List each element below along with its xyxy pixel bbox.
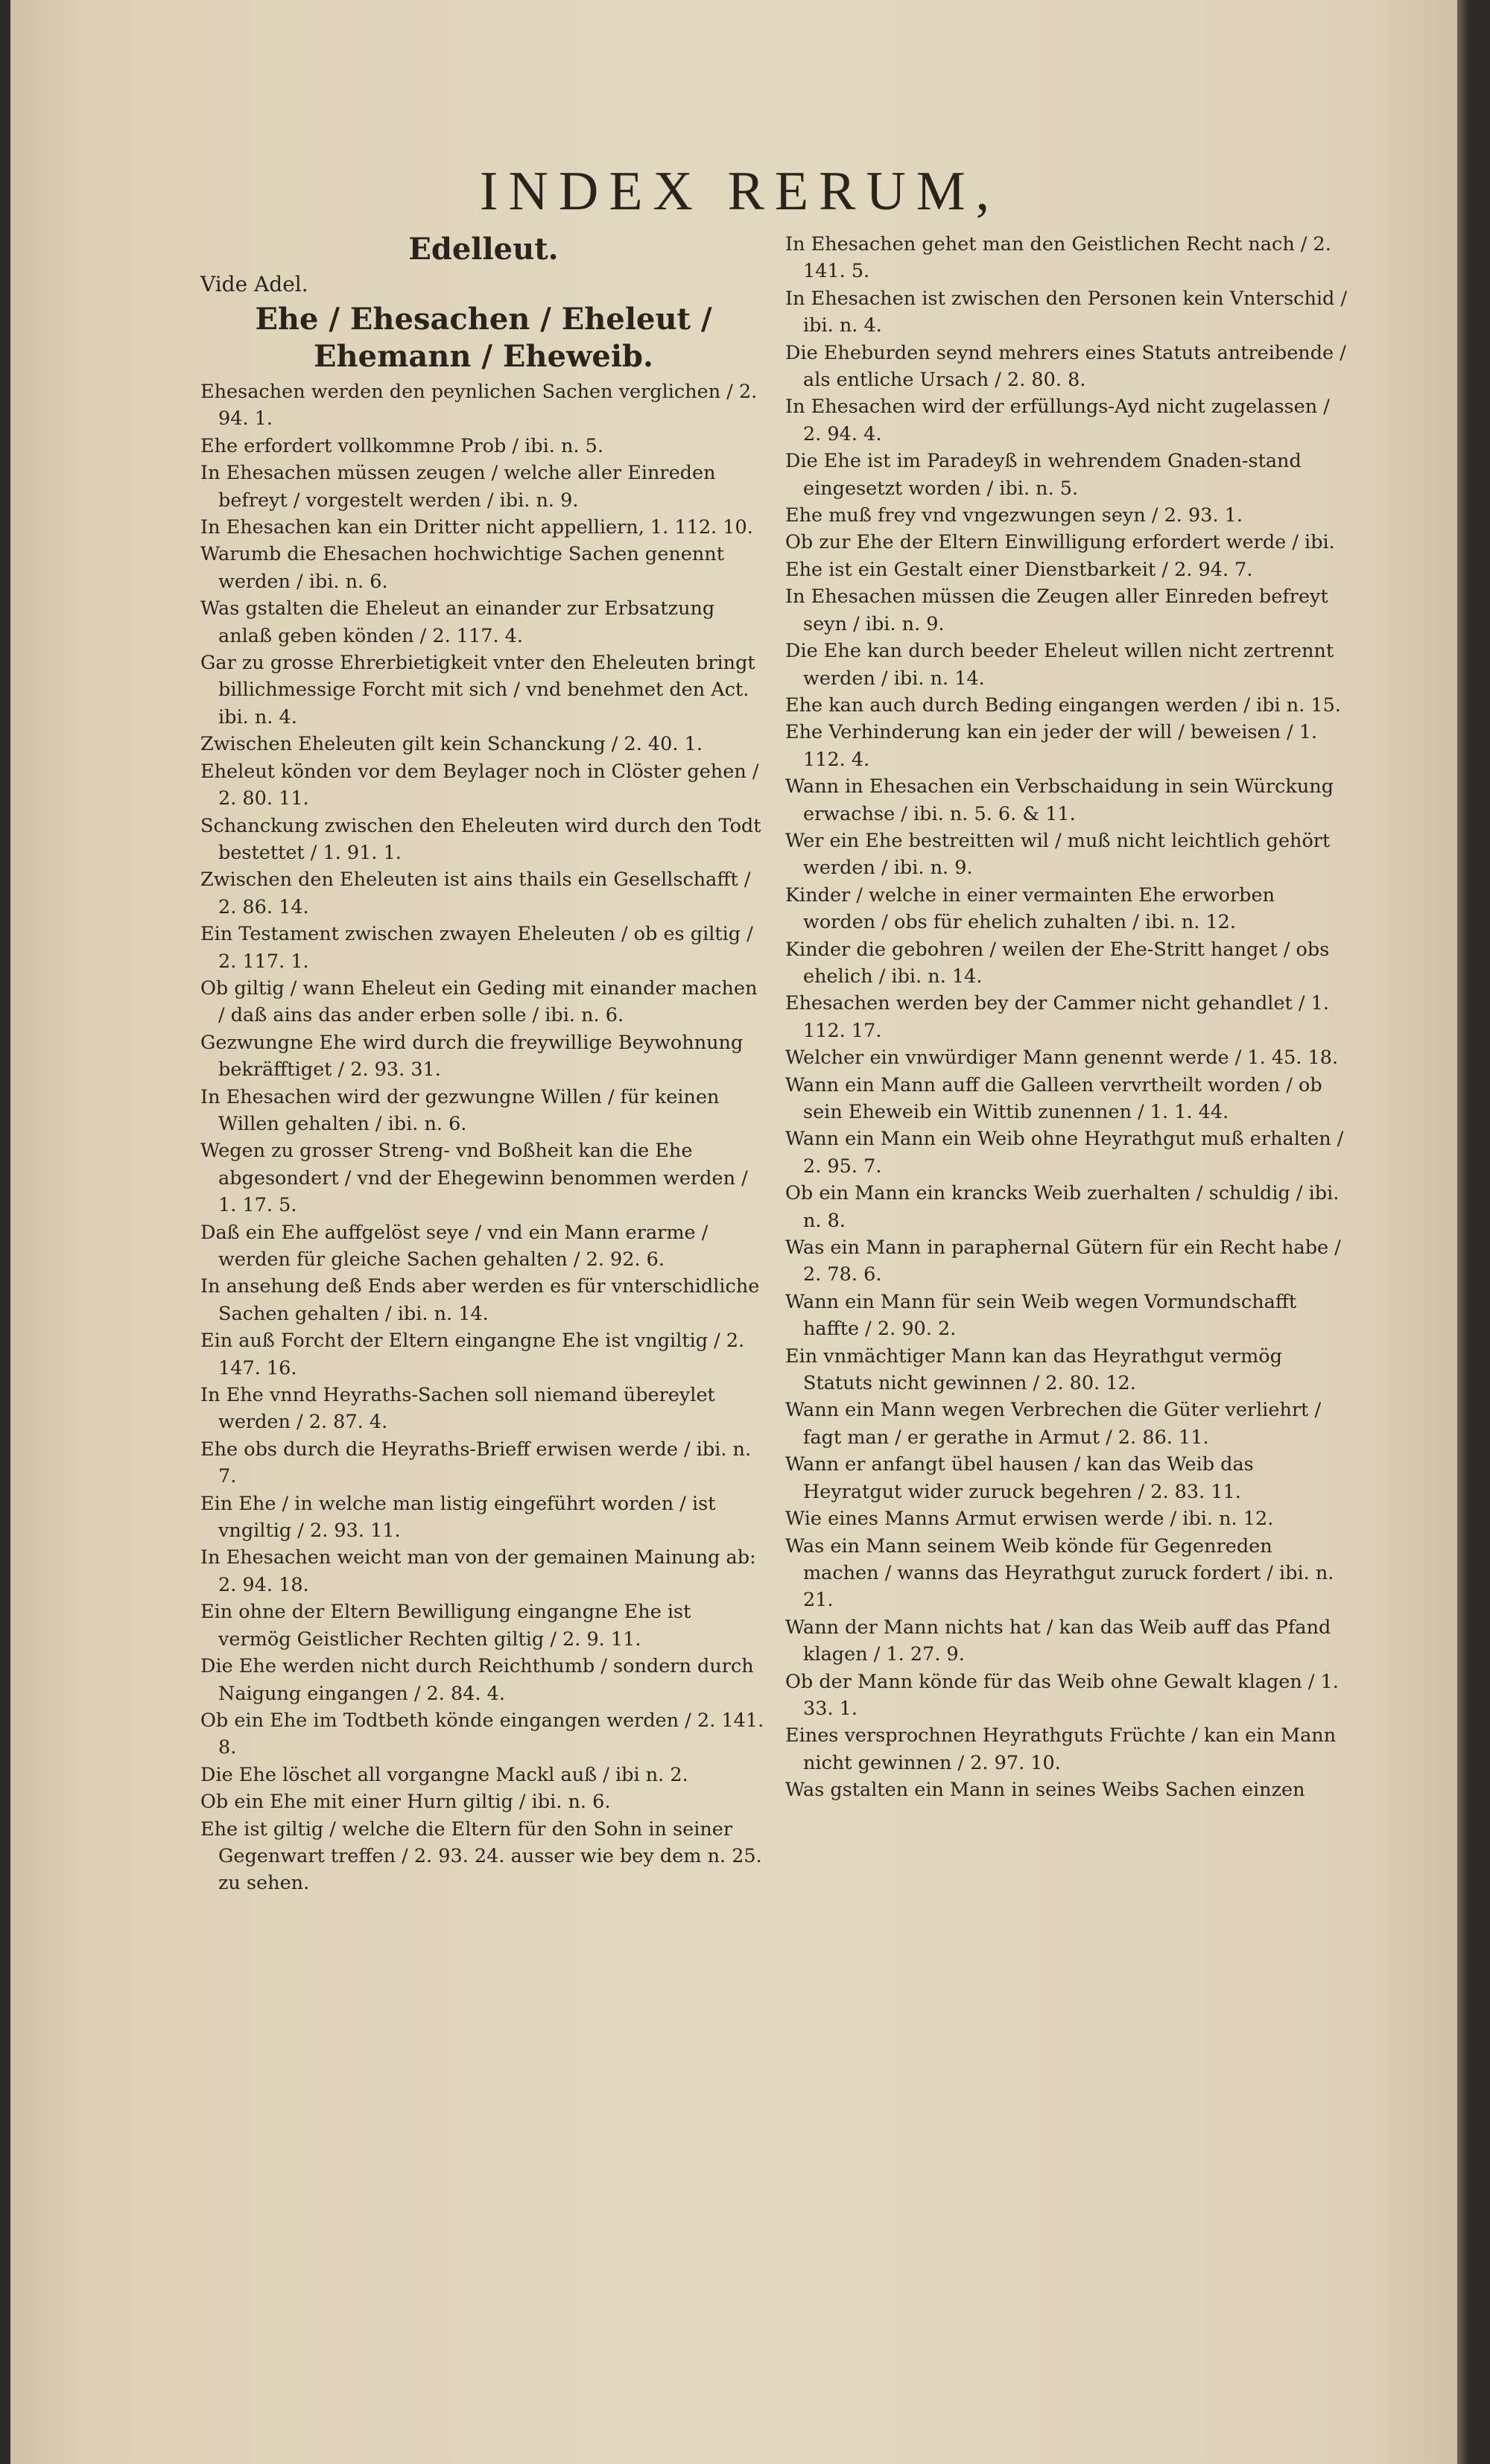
index-entry: Ehe kan auch durch Beding eingangen werden / ibi n. 15. xyxy=(785,693,1341,717)
index-entry: Gezwungne Ehe wird durch die freywillige Beywohnung bekräfftiget / 2. 93. 31. xyxy=(200,1031,744,1082)
index-entry: Ehesachen werden den peynlichen Sachen verglichen / 2. 94. 1. xyxy=(200,381,758,431)
index-entry: Ob ein Ehe mit einer Hurn giltig / ibi. n. 6. xyxy=(200,1791,611,1814)
index-entry: Wie eines Manns Armut erwisen werde / ibi. n. 12. xyxy=(785,1508,1274,1531)
index-entry: Wann in Ehesachen ein Verbschaidung in sein Würckung erwachse / ibi. n. 5. 6. & 11. xyxy=(785,775,1334,825)
right-column xyxy=(785,231,1348,1804)
index-entry: Was gstalten ein Mann in seines Weibs Sachen einzen xyxy=(785,1779,1305,1802)
index-entry: Kinder / welche in einer vermainten Ehe erworben worden / obs für ehelich zuhalten / ibi. n. 12. xyxy=(785,883,1275,934)
right-entry-list xyxy=(785,231,1348,1804)
index-entry: Ein Ehe / in welche man listig eingeführt worden / ist vngiltig / 2. 93. 11. xyxy=(200,1492,716,1543)
index-entry: In Ehesachen ist zwischen den Personen kein Vnterschid / ibi. n. 4. xyxy=(785,287,1348,337)
section-heading-ehe: Ehe / Ehesachen / Eheleut / Ehemann / Eheweib. xyxy=(255,302,712,374)
index-entry: Ob giltig / wann Eheleut ein Geding mit einander machen / daß ains das ander erben solle / ibi. n. 6. xyxy=(200,977,758,1027)
index-entry: Zwischen den Eheleuten ist ains thails ein Gesellschafft / 2. 86. 14. xyxy=(200,869,751,918)
index-entry: Ehe ist giltig / welche die Eltern für den Sohn in seiner Gegenwart treffen / 2. 93. 24. ausser wie bey dem n. 25. zu sehen. xyxy=(200,1817,762,1895)
index-entry: In ansehung deß Ends aber werden es für vnterschidliche Sachen gehalten / ibi. n. 14. xyxy=(200,1275,760,1325)
index-entry: Wegen zu grosser Streng- vnd Boßheit kan die Ehe abgesondert / vnd der Ehegewinn benommen werden / 1. 17. 5. xyxy=(200,1140,748,1217)
index-entry: Die Ehe werden nicht durch Reichthumb / sondern durch Naigung eingangen / 2. 84. 4. xyxy=(200,1655,754,1705)
book-gutter xyxy=(1457,0,1469,2464)
index-entry: Kinder die gebohren / weilen der Ehe-Stritt hanget / obs ehelich / ibi. n. 14. xyxy=(785,938,1330,988)
index-entry: Ein Testament zwischen zwayen Eheleuten / ob es giltig / 2. 117. 1. xyxy=(200,923,753,973)
index-entry: In Ehe vnnd Heyraths-Sachen soll niemand übereylet werden / 2. 87. 4. xyxy=(200,1384,715,1434)
cross-reference: Vide Adel. xyxy=(200,272,308,296)
index-entry: In Ehesachen weicht man von der gemainen Mainung ab: 2. 94. 18. xyxy=(200,1546,756,1596)
index-entry: Gar zu grosse Ehrerbietigkeit vnter den Eheleuten bringt billichmessige Forcht mit sich / vnd benehmet den Act. ibi. n. 4. xyxy=(200,652,755,728)
index-entry: In Ehesachen wird der erfüllungs-Ayd nicht zugelassen / 2. 94. 4. xyxy=(785,396,1330,445)
index-entry: In Ehesachen müssen zeugen / welche aller Einreden befreyt / vorgestelt werden / ibi. n. 9. xyxy=(200,462,716,512)
index-entry: Ein vnmächtiger Mann kan das Heyrathgut vermög Statuts nicht gewinnen / 2. 80. 12. xyxy=(785,1344,1282,1395)
index-entry: Wann der Mann nichts hat / kan das Weib auff das Pfand klagen / 1. 27. 9. xyxy=(785,1616,1331,1666)
index-entry: Ob ein Mann ein krancks Weib zuerhalten / schuldig / ibi. n. 8. xyxy=(785,1182,1340,1232)
index-entry: Wann er anfangt übel hausen / kan das Weib das Heyratgut wider zuruck begehren / 2. 83. 11. xyxy=(785,1453,1254,1503)
index-entry: Ehe Verhinderung kan ein jeder der will / beweisen / 1. 112. 4. xyxy=(785,721,1318,771)
index-entry: Schanckung zwischen den Eheleuten wird durch den Todt bestettet / 1. 91. 1. xyxy=(200,814,761,864)
index-entry: Wann ein Mann wegen Verbrechen die Güter verliehrt / fagt man / er gerathe in Armut / 2. 86. 11. xyxy=(785,1399,1322,1449)
index-entry: Was ein Mann seinem Weib könde für Gegenreden machen / wanns das Heyrathgut zuruck fordert / ibi. n. 21. xyxy=(785,1534,1334,1612)
index-entry: Wann ein Mann für sein Weib wegen Vormundschafft haffte / 2. 90. 2. xyxy=(785,1290,1297,1341)
page-title: INDEX RERUM, xyxy=(479,161,1001,222)
left-column xyxy=(200,231,767,1897)
index-entry: Wann ein Mann auff die Galleen vervrtheilt worden / ob sein Eheweib ein Wittib zunennen / 1. 1. 44. xyxy=(785,1073,1322,1123)
index-entry: Wer ein Ehe bestreitten wil / muß nicht leichtlich gehört werden / ibi. n. 9. xyxy=(785,829,1331,880)
index-entry: Warumb die Ehesachen hochwichtige Sachen genennt werden / ibi. n. 6. xyxy=(200,543,724,593)
index-entry: Die Ehe kan durch beeder Eheleut willen nicht zertrennt werden / ibi. n. 14. xyxy=(785,640,1334,690)
book-page xyxy=(10,0,1469,2464)
index-entry: Zwischen Eheleuten gilt kein Schanckung / 2. 40. 1. xyxy=(200,733,703,756)
index-entry: Daß ein Ehe auffgelöst seye / vnd ein Mann erarme / werden für gleiche Sachen gehalten / 2. 92. 6. xyxy=(200,1221,708,1271)
index-entry: Ein ohne der Eltern Bewilligung eingangne Ehe ist vermög Geistlicher Rechten giltig / 2. 9. 11. xyxy=(200,1601,691,1651)
index-entry: Wann ein Mann ein Weib ohne Heyrathgut muß erhalten / 2. 95. 7. xyxy=(785,1128,1344,1178)
section-heading-edelleut: Edelleut. xyxy=(408,232,559,267)
index-entry: Ehe muß frey vnd vngezwungen seyn / 2. 93. 1. xyxy=(785,504,1243,527)
index-entry: Ehe obs durch die Heyraths-Brieff erwisen werde / ibi. n. 7. xyxy=(200,1438,752,1488)
index-entry: Was gstalten die Eheleut an einander zur Erbsatzung anlaß geben könden / 2. 117. 4. xyxy=(200,597,715,647)
index-entry: Die Eheburden seynd mehrers eines Statuts antreibende / als entliche Ursach / 2. 80. 8. xyxy=(785,341,1346,392)
index-entry: Ein auß Forcht der Eltern eingangne Ehe ist vngiltig / 2. 147. 16. xyxy=(200,1330,745,1379)
index-entry: Die Ehe ist im Paradeyß in wehrendem Gnaden-stand eingesetzt worden / ibi. n. 5. xyxy=(785,450,1302,500)
index-entry: Was ein Mann in paraphernal Gütern für ein Recht habe / 2. 78. 6. xyxy=(785,1236,1341,1286)
index-entry: Ob zur Ehe der Eltern Einwilligung erfordert werde / ibi. xyxy=(785,531,1335,554)
index-entry: In Ehesachen müssen die Zeugen aller Einreden befreyt seyn / ibi. n. 9. xyxy=(785,585,1328,635)
index-entry: Ehe ist ein Gestalt einer Dienstbarkeit / 2. 94. 7. xyxy=(785,558,1253,581)
left-entry-list xyxy=(200,378,767,1897)
index-entry: In Ehesachen wird der gezwungne Willen / für keinen Willen gehalten / ibi. n. 6. xyxy=(200,1085,720,1135)
index-entry: Eines versprochnen Heyrathguts Früchte / kan ein Mann nicht gewinnen / 2. 97. 10. xyxy=(785,1724,1337,1774)
index-entry: In Ehesachen gehet man den Geistlichen Recht nach / 2. 141. 5. xyxy=(785,233,1331,283)
index-entry: Die Ehe löschet all vorgangne Mackl auß / ibi n. 2. xyxy=(200,1763,688,1786)
index-entry: Ehesachen werden bey der Cammer nicht gehandlet / 1. 112. 17. xyxy=(785,992,1329,1042)
index-entry: Eheleut könden vor dem Beylager noch in Clöster gehen / 2. 80. 11. xyxy=(200,760,759,810)
index-entry: Welcher ein vnwürdiger Mann genennt werde / 1. 45. 18. xyxy=(785,1047,1339,1070)
index-entry: Ehe erfordert vollkommne Prob / ibi. n. 5. xyxy=(200,434,603,457)
index-entry: Ob der Mann könde für das Weib ohne Gewalt klagen / 1. 33. 1. xyxy=(785,1670,1339,1720)
index-entry: In Ehesachen kan ein Dritter nicht appelliern, 1. 112. 10. xyxy=(200,516,753,539)
index-entry: Ob ein Ehe im Todtbeth könde eingangen werden / 2. 141. 8. xyxy=(200,1709,764,1759)
